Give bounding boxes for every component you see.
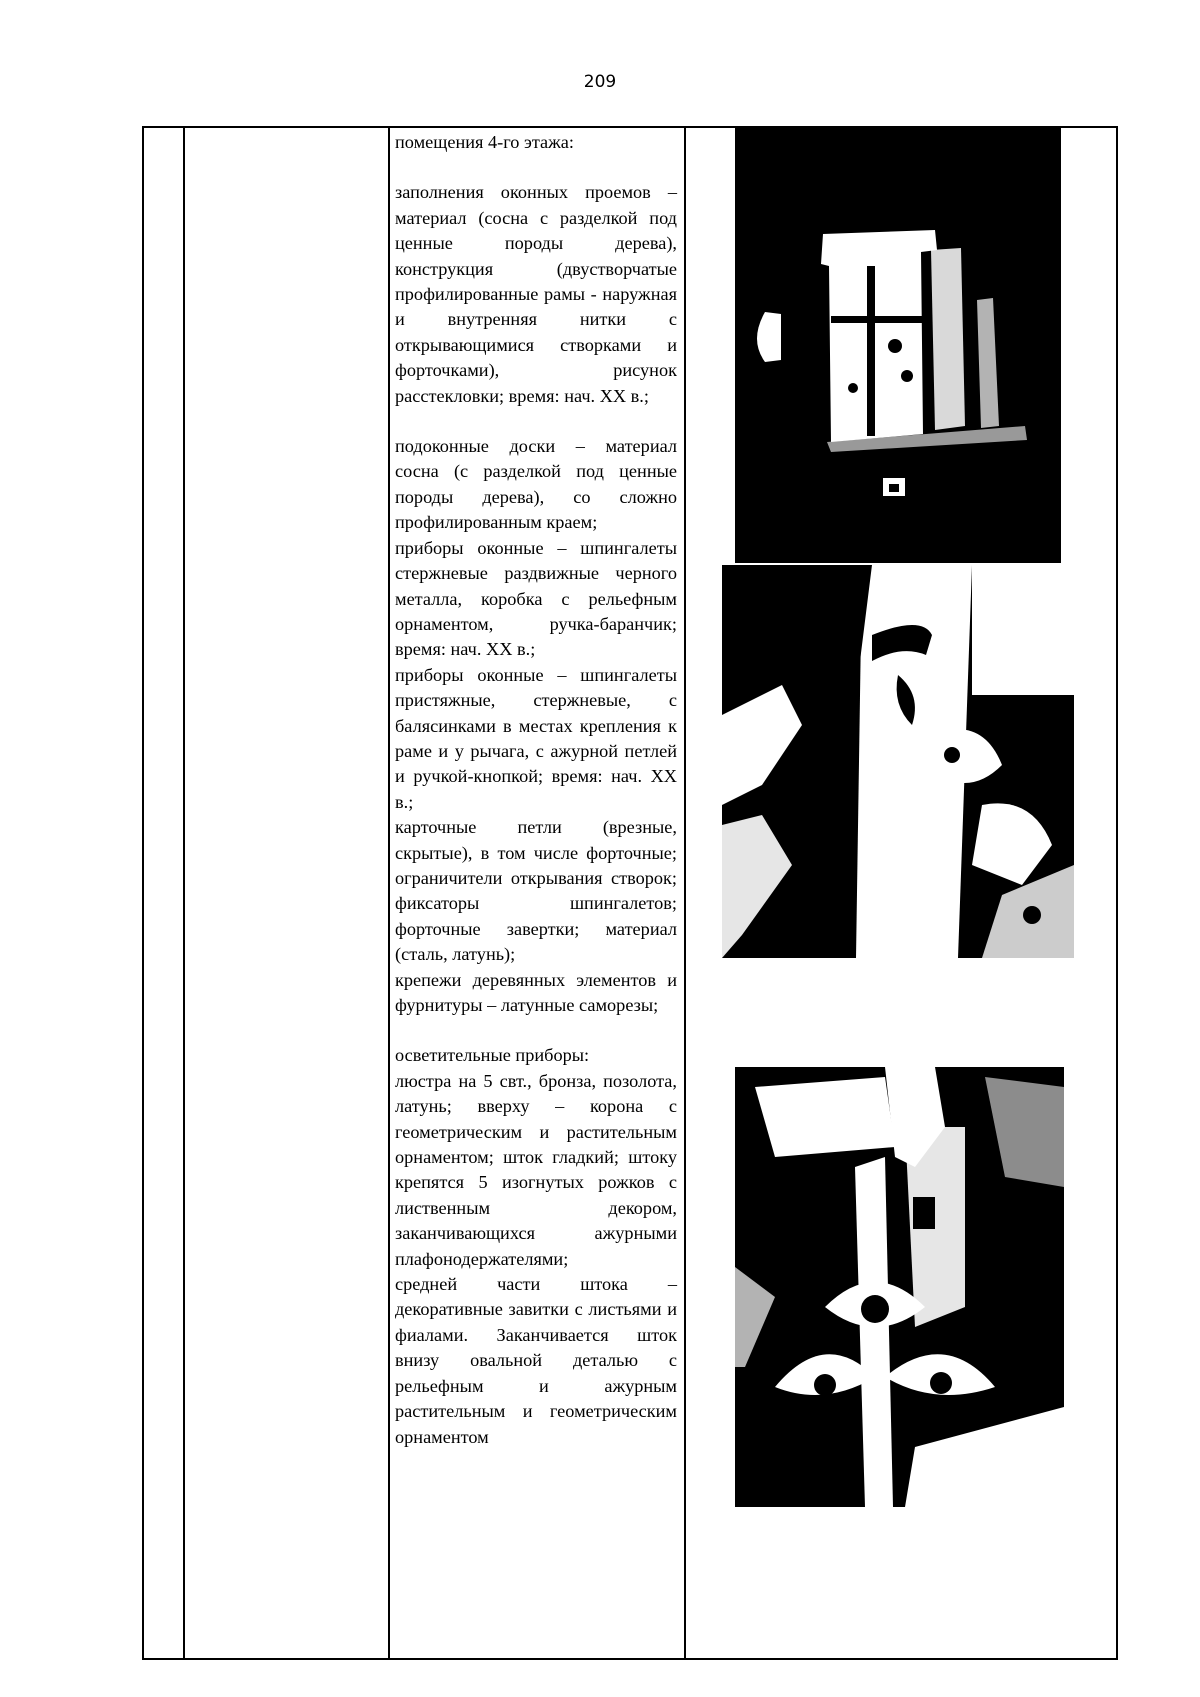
paragraph-lighting-heading: осветительные приборы: bbox=[395, 1045, 590, 1066]
column-divider bbox=[388, 126, 390, 1660]
paragraph-window-latches-sliding: приборы оконные – шпингалеты стержневые раздвижные черного металла, коробка с рельефным орнаментом, ручка-баранчик; время: нач. XX в.; bbox=[395, 537, 677, 660]
column-divider bbox=[684, 126, 686, 1660]
paragraph-window-fillings: заполнения оконных проемов – материал (сосна с разделкой под ценные породы дерева), конструкция (двустворчатые профилированные рамы - наружная и внутренняя нитки с открывающимися створками и форточками), рисунок расстекловки; время: нач. XX в.; bbox=[395, 182, 677, 406]
paragraph-window-latches-attached: приборы оконные – шпингалеты пристяжные, стержневые, с балясинками в местах крепления к раме и у рычага, с ажурной петлей и ручкой-кнопкой; время: нач. XX в.; bbox=[395, 664, 677, 812]
paragraph-chandelier-stem: средней части штока – декоративные завитки с листьями и фиалами. Заканчивается шток внизу овальной деталью с рельефным и ажурным растительным и геометрическим орнаментом bbox=[395, 1274, 677, 1447]
paragraph-4th-floor-rooms: помещения 4-го этажа: bbox=[395, 132, 574, 152]
paragraph-fasteners: крепежи деревянных элементов и фурнитуры – латунные саморезы; bbox=[395, 969, 677, 1015]
chandelier-photo bbox=[735, 1067, 1064, 1507]
column-divider bbox=[183, 126, 185, 1660]
window-latch-photo bbox=[722, 565, 1074, 958]
paragraph-hinges-and-fittings: карточные петли (врезные, скрытые), в том числе форточные; ограничители открывания створок; фиксаторы шпингалетов; форточные завертки; материал (сталь, латунь); bbox=[395, 817, 677, 965]
description-column bbox=[395, 130, 677, 1450]
paragraph-chandelier: люстра на 5 свт., бронза, позолота, латунь; вверху – корона с геометрическим и растительным орнаментом; шток гладкий; штоку крепятся 5 изогнутых рожков с лиственным декором, заканчивающихся ажурными плафонодержателями; bbox=[395, 1070, 677, 1269]
paragraph-window-sills: подоконные доски – материал сосна (с разделкой под ценные породы дерева), со сложно профилированным краем; bbox=[395, 436, 677, 533]
window-photo bbox=[735, 126, 1061, 563]
page-number: 209 bbox=[583, 72, 617, 92]
